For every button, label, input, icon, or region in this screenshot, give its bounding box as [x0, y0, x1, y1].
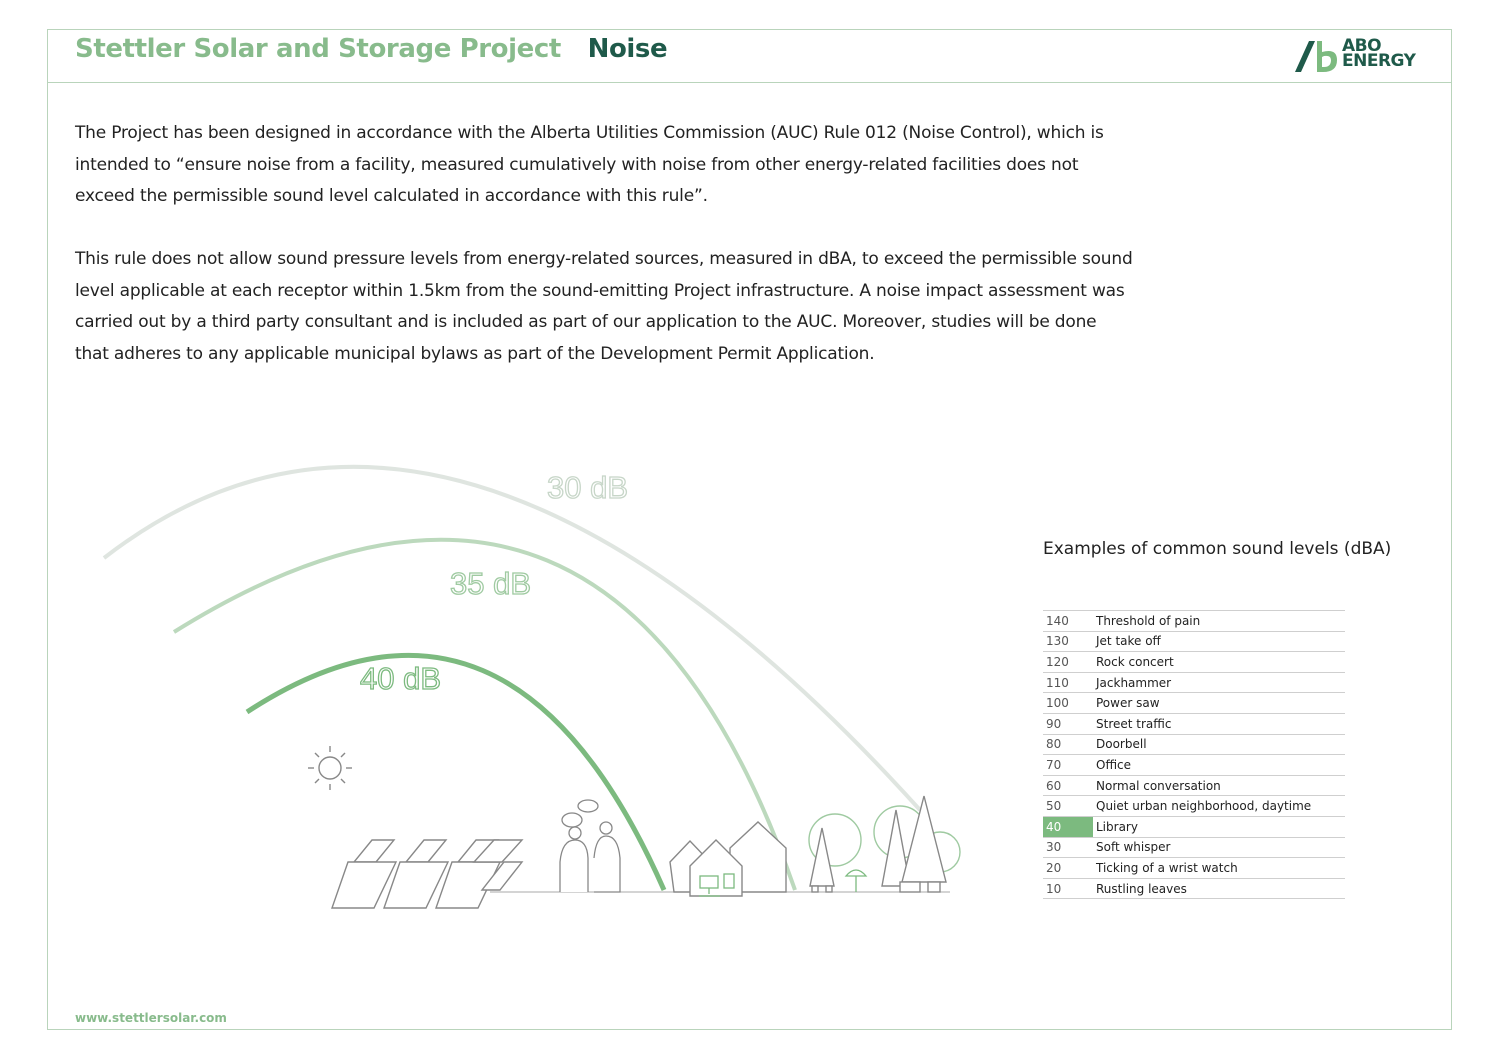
people-icon	[560, 800, 620, 892]
sound-level-value: 110	[1043, 672, 1093, 693]
sound-level-value: 50	[1043, 796, 1093, 817]
sound-level-label: Ticking of a wrist watch	[1093, 858, 1345, 879]
page-title	[75, 34, 667, 64]
sound-level-label: Quiet urban neighborhood, daytime	[1093, 796, 1345, 817]
sound-level-value: 90	[1043, 713, 1093, 734]
arc-label-35db: 35 dB	[450, 566, 532, 601]
sound-level-label: Jackhammer	[1093, 672, 1345, 693]
project-title: Stettler Solar and Storage Project	[75, 34, 561, 64]
sound-level-label: Threshold of pain	[1093, 611, 1345, 632]
table-row	[1043, 796, 1345, 817]
sound-level-value: 130	[1043, 631, 1093, 652]
sound-level-value: 40	[1043, 816, 1093, 837]
sound-level-label: Library	[1093, 816, 1345, 837]
sound-levels-title: Examples of common sound levels (dBA)	[1043, 539, 1392, 559]
sound-level-value: 140	[1043, 611, 1093, 632]
logo-line-abo: ABO	[1342, 36, 1382, 56]
table-row	[1043, 734, 1345, 755]
sound-level-value: 30	[1043, 837, 1093, 858]
sound-level-label: Jet take off	[1093, 631, 1345, 652]
sound-level-label: Doorbell	[1093, 734, 1345, 755]
sound-level-label: Soft whisper	[1093, 837, 1345, 858]
footer-url[interactable]: www.stettlersolar.com	[75, 1011, 227, 1025]
sound-level-label: Power saw	[1093, 693, 1345, 714]
sound-level-value: 20	[1043, 858, 1093, 879]
sound-level-value: 60	[1043, 775, 1093, 796]
noise-illustration	[90, 400, 990, 920]
arc-30db	[104, 467, 920, 810]
arc-label-40db: 40 dB	[360, 661, 442, 696]
table-row	[1043, 858, 1345, 879]
table-row	[1043, 652, 1345, 673]
sound-level-label: Rustling leaves	[1093, 878, 1345, 899]
sound-level-value: 80	[1043, 734, 1093, 755]
table-row	[1043, 672, 1345, 693]
table-row	[1043, 775, 1345, 796]
table-row	[1043, 837, 1345, 858]
table-row	[1043, 693, 1345, 714]
sound-level-label: Rock concert	[1093, 652, 1345, 673]
rule-paragraph: This rule does not allow sound pressure levels from energy-related sources, measured in dBA, to exceed the permissible sound level applicable at each receptor within 1.5km from the sound-emitting Project infrastructure. A noise impact assessment was carried out by a third party consultant and is included as part of our application to the AUC. Moreover, studies will be done that adheres to any applicable municipal bylaws as part of the Development Permit Application.	[75, 249, 1133, 364]
sound-level-value: 70	[1043, 755, 1093, 776]
section-title: Noise	[587, 34, 668, 64]
solar-panels-icon	[332, 840, 522, 908]
table-row	[1043, 611, 1345, 632]
mushroom-icon	[846, 870, 866, 892]
sound-level-label: Office	[1093, 755, 1345, 776]
header-divider	[47, 82, 1452, 83]
table-row	[1043, 816, 1345, 837]
table-row	[1043, 631, 1345, 652]
sound-level-value: 100	[1043, 693, 1093, 714]
intro-paragraph: The Project has been designed in accordance with the Alberta Utilities Commission (AUC) Rule 012 (Noise Control), which is intended to “ensure noise from a facility, measured cumulatively with noise from other energy-related facilities does not exceed the permissible sound level calculated in accordance with this rule”.	[75, 123, 1104, 206]
sound-levels-table	[1043, 610, 1345, 899]
trees-icon	[809, 796, 960, 892]
sun-icon	[308, 746, 352, 790]
sound-level-value: 120	[1043, 652, 1093, 673]
arc-label-30db: 30 dB	[547, 470, 629, 505]
logo-text	[1342, 36, 1416, 71]
table-row	[1043, 878, 1345, 899]
sound-level-label: Street traffic	[1093, 713, 1345, 734]
sound-level-value: 10	[1043, 878, 1093, 899]
sound-level-label: Normal conversation	[1093, 775, 1345, 796]
table-row	[1043, 755, 1345, 776]
table-row	[1043, 713, 1345, 734]
logo-line-energy: ENERGY	[1342, 51, 1416, 71]
